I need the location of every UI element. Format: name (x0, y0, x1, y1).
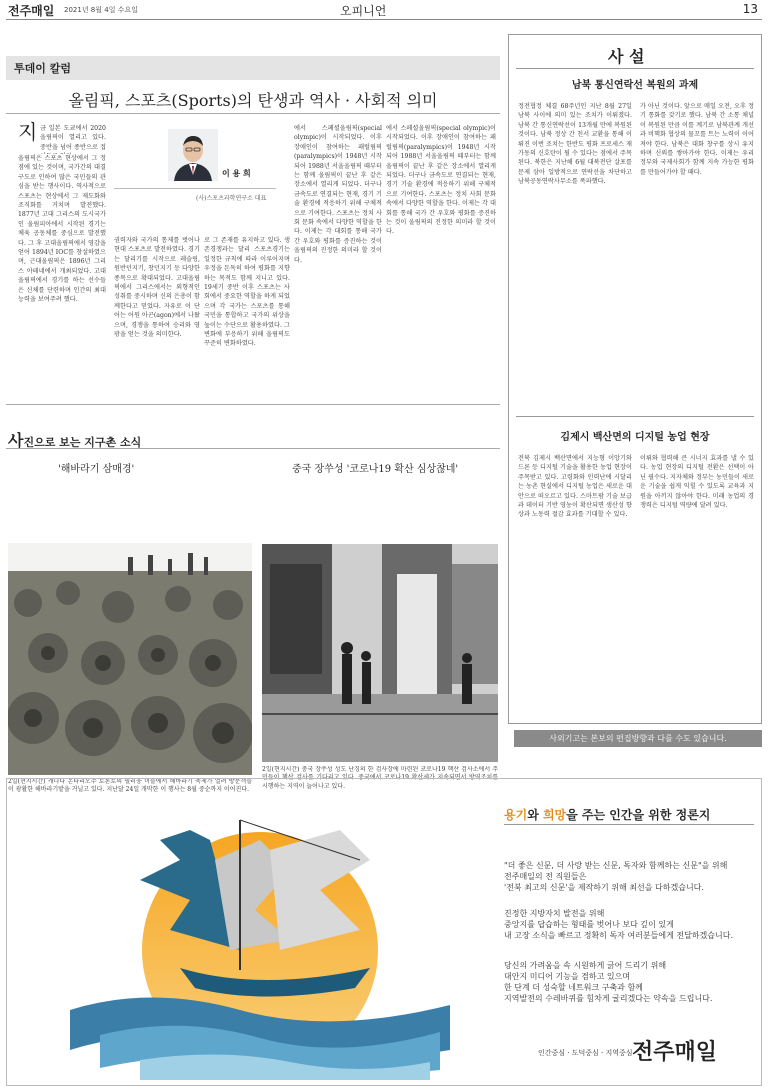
column-body-col1: 올림픽은 스포츠 현상에서 그 정점에 있는 것이며, 국가간의 대결 구도로 인하여 많은 국민들의 관심을 받는 행사이다. 역사적으로 스포츠는 현상에서 그 제도화와 조직화를 거치며 발전했다. 1877년 고대 그리스의 도시국가인 올림피아에서 시작된 경기는 체육 공동체를 중심으로 발전했다. 그 후 고대올림픽에서 영감을 얻어 1894년 IOC를 창설하였으며, 근대올림픽은 1896년 그리스 아테네에서 개최되었다. 고대올림픽에서 경기를 하는 선수들은 신체를 단련하며 인간의 최대 능력을 보여주려 했다. (18, 155, 106, 304)
ad-p1-line: "더 좋은 신문, 더 사랑 받는 신문, 독자와 함께하는 신문"을 위해 (504, 861, 728, 870)
photo2-title: 중국 장쑤성 '코로나19 확산 심상찮네' (292, 464, 459, 475)
column-title: 올림픽, 스포츠(Sports)의 탄생과 역사 · 사회적 의미 (68, 91, 438, 110)
ad-paragraph-2 (504, 908, 758, 941)
column-body-col4: 에서 스페셜올림픽(special olympic)이 시작되었다. 이후 장애인이 참여하는 패럴림픽(paralympics)이 1948년 시작되어 1988년 서울올림픽 때부터는 함께 올림픽이 끝난 후 같은 장소에서 열리게 되었다. 더구나 금속도로 연결되는 현재, 경기 기술 환경에 적응하기 위해 구체적으로 기여한다. 스포츠는 정치 사회 문화 속에서 다양한 역할을 한다. 이제는 각 대회를 통해 국가 간 우호와 평화를 증진하는 것이 올림픽의 진정한 의미라 할 것이다. (294, 125, 382, 264)
ad-p3-line: 한 단계 더 성숙할 네트워크 구축과 함께 (504, 983, 643, 992)
header-rule (6, 19, 762, 20)
ad-p3-line: 대안지 미디어 기능을 겸하고 있으며 (504, 972, 631, 981)
kicker-first: 사 (8, 431, 24, 450)
photo2-caption: 2일(현지시간) 중국 장쑤성 성도 난징의 한 검사장에 마련된 코로나19 핵산 검사소에서 주민들이 핵산 검사를 기다리고 있다. 중국에서 코로나19 확산세가 지속되면서 방역조치를 시행하는 지역이 늘어나고 있다. (262, 766, 498, 790)
ad-p2-line: 진정한 지방자치 발전을 위해 (504, 909, 605, 918)
author-photo (168, 129, 218, 181)
section-name: 오피니언 (340, 4, 387, 18)
column-kicker: 투데이 칼럼 (6, 56, 500, 80)
editorial-body-2a: 전북 김제시 백산면에서 지능형 이앙기와 드론 등 디지털 기술을 활용한 농업 현장이 주목받고 있다. 고령화와 인력난에 시달리는 농촌 현실에서 디지털 농업은 새로운 대안으로 떠오르고 있다. 스마트팜 기술 보급과 데이터 기반 영농이 확산되면 생산성 향상과 노동력 절감 효과를 기대할 수 있다. (518, 455, 632, 519)
column-body-col2: 권력자와 국가의 통제를 벗어나 현대 스포츠로 발전하였다. 경기는 달리기를 시작으로 레슬링, 원반던지기, 창던지기 등 다양한 종목으로 확대되었다. 고대올림픽에서 그리스에서는 외형적인 성취를 중시하며 신의 은총이 함께한다고 믿었다. 자유로 이 단어는 어원 아곤(agon)에서 나왔으며, 경쟁을 통하여 승리와 영광을 얻는 것을 의미한다. (114, 237, 200, 339)
ad-motto: 인간중심 · 도덕중심 · 지역중심 (538, 1049, 633, 1057)
column-body-col3: 로 그 존재를 유지하고 있다. 생존경쟁과는 달리 스포츠경기는 일정한 규칙에 따라 이루어지며 우정을 돈독히 하여 평화를 지향하는 목적도 함께 지니고 있다. 19세기 중반 이후 스포츠는 사회에서 중요한 역할을 하게 되었으며 각 국가는 스포츠를 통해 국민을 통합하고 국가의 위상을 높이는 수단으로 활용하였다. 그 변화에 부응하기 위해 올림픽도 꾸준히 변화하였다. (204, 237, 290, 348)
author-name: 이 용 희 (222, 169, 251, 178)
ad-p3-line: 당신의 가려움을 속 시원하게 긁어 드리기 위해 (504, 961, 667, 970)
sailboat-illustration (40, 800, 480, 1080)
editorial-title-2: 김제시 백산면의 디지털 농업 현장 (560, 432, 710, 443)
lead-character: 지 (18, 120, 38, 144)
editorial-divider (516, 416, 754, 417)
ad-p2-line: 내 고장 소식을 빠르고 정확히 독자 여러분들에게 전달하겠습니다. (504, 931, 733, 940)
photo1-caption: 2일(현지시간) 캐나다 온타리오주 토론토의 필러웅 미들에서 해바라기 축제가 열려 방문객들이 광활한 해바라기밭을 거닐고 있다. 지난달 24일 개막한 이 행사는 8월 중순까지 이어진다. (8, 778, 252, 794)
slogan-join-1: 와 (527, 808, 543, 822)
author-rule (114, 188, 276, 189)
ad-paragraph-3 (504, 960, 758, 1004)
column-body-col5: 에서 스페셜올림픽(special olympic)이 시작되었다. 이후 장애인이 참여하는 패럴림픽(paralympics)이 1948년 시작되어 1988년 서울올림픽 때부터는 함께 올림픽이 끝난 후 같은 장소에서 열리게 되었다. 더구나 금속도로 연결되는 현재, 경기 기술 환경에 적응하기 위해 구체적으로 기여한다. 스포츠는 정치 사회 문화 속에서 다양한 역할을 한다. 이제는 각 대회를 통해 국가 간 우호와 평화를 증진하는 것이 올림픽의 진정한 의미라 할 것이다. (386, 125, 496, 236)
covid-testing-photo (262, 544, 498, 762)
editorial-label: 사 설 (608, 47, 645, 66)
contribution-notice: 사외기고는 본보의 편집방향과 다를 수도 있습니다. (514, 730, 762, 747)
ad-p2-line: 중앙지를 답습하는 형태를 벗어나 보다 깊이 있게 (504, 920, 674, 929)
ad-paragraph-1 (504, 860, 758, 893)
ad-brand-logo: 전주매일 (632, 1040, 718, 1065)
ad-p3-line: 지역발전의 수레바퀴를 힘차게 굴리겠다는 약속을 드립니다. (504, 994, 713, 1003)
editorial-body-2b: 이뤄와 협력해 큰 시너지 효과를 낼 수 있다. 농업 현장의 디지털 전환은 선택이 아닌 필수다. 지자체와 정부는 농민들이 새로운 기술을 쉽게 익힐 수 있도록 교육과 지원을 아끼지 않아야 한다. 미래 농업의 경쟁력은 디지털 역량에 달려 있다. (640, 455, 754, 510)
photo-news-rule (6, 448, 500, 449)
author-title: (사)스포츠과학연구소 대표 (196, 195, 267, 202)
issue-date: 2021년 8월 4일 수요일 (64, 6, 138, 14)
ad-p1-line: 전주매일의 전 직원들은 (504, 872, 587, 881)
editorial-body-1b: 가 아닌 것이다. 앞으로 매일 오전, 오후 정기 통화를 갖기로 했다. 남북 간 소통 채널이 복원된 만큼 이를 계기로 남북관계 개선과 비핵화 협상의 물꼬를 트는 노력이 이어져야 한다. 남북은 대화 창구를 상시 유지하며 신뢰를 쌓아가야 한다. 이제는 우리 정부와 국제사회가 함께 지속 가능한 평화를 만들어가야 할 때다. (640, 103, 754, 176)
slogan-rest: 을 주는 인간을 위한 정론지 (566, 808, 711, 822)
column-lead-text: 금 일본 도쿄에서 2020올림픽이 열리고 있다. 중반을 넘어 종반으로 접 (40, 125, 106, 151)
slogan-hope: 희망 (542, 808, 567, 822)
column-bottom-rule (6, 404, 500, 405)
editorial-rule (516, 68, 754, 69)
column-rule (6, 113, 500, 114)
photo1-title: '해바라기 삼매경' (58, 464, 135, 475)
slogan-courage: 용기 (504, 808, 528, 822)
editorial-title-1: 남북 통신연락선 복원의 과제 (571, 80, 699, 91)
masthead: 전주매일 (8, 4, 55, 18)
sunflower-photo (8, 543, 252, 775)
editorial-body-1a: 정전협정 체결 68주년인 지난 8월 27일 남북 사이에 의미 있는 조치가 이뤄졌다. 남북 간 통신연락선이 13개월 만에 복원된 것이다. 남북 정상 간 친서 교환을 통해 이뤄진 이번 조치는 한반도 평화 프로세스 재가동의 신호탄이 될 수 있다는 점에서 주목된다. 북한은 지난해 6월 대북전단 살포를 문제 삼아 일방적으로 연락선을 차단하고 남북공동연락사무소를 폭파했다. (518, 103, 632, 186)
ad-p1-line: '전북 최고의 신문'을 제작하기 위해 최선을 다하겠습니다. (504, 883, 704, 892)
slogan-rule (504, 824, 754, 825)
page-number: 13 (742, 2, 758, 16)
kicker-rest: 진으로 보는 지구촌 소식 (23, 436, 142, 449)
ad-slogan (504, 806, 710, 823)
